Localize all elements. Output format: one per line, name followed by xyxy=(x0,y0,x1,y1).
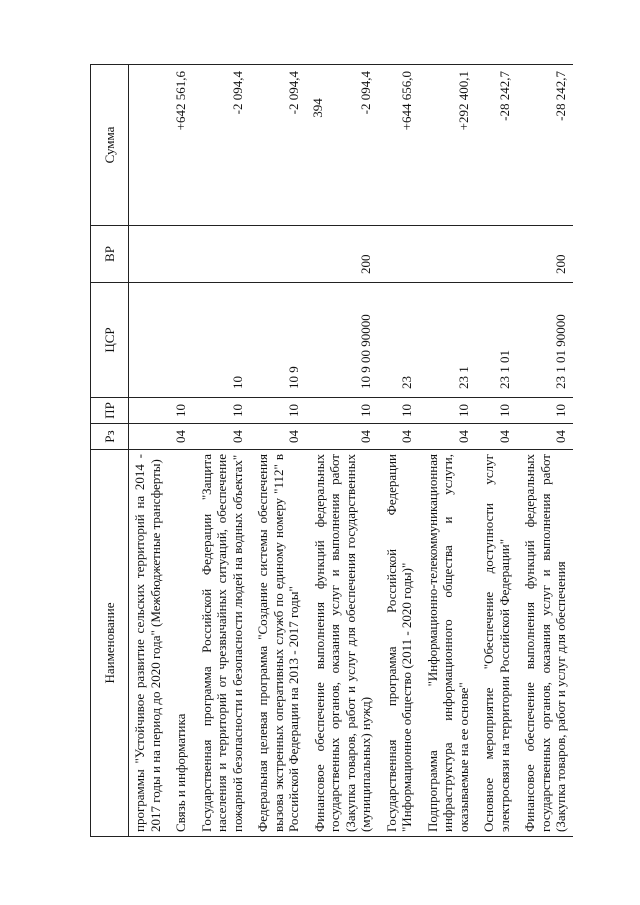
row-pr xyxy=(129,398,168,424)
header-sum: Сумма xyxy=(91,65,129,226)
row-name: программы "Устойчивое развитие сельских территорий на 2014 - 2017 годы и на период до 2020 года" (Межбюджетные трансферты) xyxy=(129,450,168,837)
row-pr: 10 xyxy=(419,398,476,424)
table-row xyxy=(378,65,419,837)
row-pr: 10 xyxy=(167,398,193,424)
header-pr: ПР xyxy=(91,398,129,424)
budget-table-sheet xyxy=(90,65,613,837)
row-name: Финансовое обеспечение выполнения функций федеральных государственных органов, оказания услуг и выполнения работ (Закупка товаров, работ и услуг для обеспечения государственных (муниципальных) нужд) xyxy=(306,450,378,837)
row-name: Финансовое обеспечение выполнения функций федеральных государственных органов, оказания услуг и выполнения работ (Закупка товаров, работ и услуг для обеспечения xyxy=(516,450,573,837)
row-sum: -28 242,7 xyxy=(516,65,573,226)
table-row xyxy=(167,65,193,837)
row-pr: 10 xyxy=(475,398,516,424)
row-csr: 10 9 xyxy=(249,283,306,398)
table-row xyxy=(516,65,573,837)
row-rz: 04 xyxy=(306,424,378,450)
row-name: Государственная программа Российской Федерации "Защита населения и территорий от чрезвычайных ситуаций, обеспечение пожарной безопасности и безопасности людей на водных объектах" xyxy=(193,450,250,837)
row-rz: 04 xyxy=(249,424,306,450)
row-sum: -28 242,7 xyxy=(475,65,516,226)
row-rz: 04 xyxy=(193,424,250,450)
row-vr xyxy=(249,226,306,283)
header-vr: ВР xyxy=(91,226,129,283)
budget-table xyxy=(90,64,573,837)
row-rz: 04 xyxy=(378,424,419,450)
row-vr xyxy=(419,226,476,283)
row-rz: 04 xyxy=(516,424,573,450)
row-vr: 200 xyxy=(306,226,378,283)
row-sum: +292 400,1 xyxy=(419,65,476,226)
row-csr: 23 1 xyxy=(419,283,476,398)
row-pr: 10 xyxy=(249,398,306,424)
row-vr xyxy=(378,226,419,283)
table-row xyxy=(475,65,516,837)
row-pr: 10 xyxy=(306,398,378,424)
table-row xyxy=(249,65,306,837)
row-pr: 10 xyxy=(378,398,419,424)
row-sum: -2 094,4 xyxy=(306,65,378,226)
row-name: Связь и информатика xyxy=(167,450,193,837)
row-csr: 10 xyxy=(193,283,250,398)
row-name: Основное мероприятие "Обеспечение доступности услуг электросвязи на территории Российской Федерации" xyxy=(475,450,516,837)
header-name: Наименование xyxy=(91,450,129,837)
row-csr: 23 1 01 xyxy=(475,283,516,398)
row-vr xyxy=(475,226,516,283)
row-sum: -2 094,4 xyxy=(249,65,306,226)
row-name: Государственная программа Российской Федерации "Информационное общество (2011 - 2020 годы)" xyxy=(378,450,419,837)
table-row xyxy=(419,65,476,837)
row-pr: 10 xyxy=(193,398,250,424)
table-row xyxy=(129,65,168,837)
row-sum xyxy=(129,65,168,226)
row-rz: 04 xyxy=(419,424,476,450)
row-vr: 200 xyxy=(516,226,573,283)
row-vr xyxy=(129,226,168,283)
row-rz xyxy=(129,424,168,450)
row-vr xyxy=(167,226,193,283)
row-pr: 10 xyxy=(516,398,573,424)
table-row xyxy=(306,65,378,837)
row-csr xyxy=(167,283,193,398)
row-csr xyxy=(129,283,168,398)
row-csr: 23 1 01 90000 xyxy=(516,283,573,398)
row-rz: 04 xyxy=(167,424,193,450)
row-name: Подпрограмма "Информационно-телекоммуникационная инфраструктура информационного общества и услуги, оказываемые на ее основе" xyxy=(419,450,476,837)
table-row xyxy=(193,65,250,837)
table-header-row xyxy=(91,65,129,837)
row-sum: +644 656,0 xyxy=(378,65,419,226)
row-csr: 10 9 00 90000 xyxy=(306,283,378,398)
header-rz: Рз xyxy=(91,424,129,450)
row-sum: -2 094,4 xyxy=(193,65,250,226)
row-rz: 04 xyxy=(475,424,516,450)
row-csr: 23 xyxy=(378,283,419,398)
row-vr xyxy=(193,226,250,283)
header-csr: ЦСР xyxy=(91,283,129,398)
row-sum: +642 561,6 xyxy=(167,65,193,226)
page-number: 394 xyxy=(310,98,325,118)
row-name: Федеральная целевая программа "Создание системы обеспечения вызова экстренных оперативных служб по единому номеру "112" в Российской Федерации на 2013 - 2017 годы" xyxy=(249,450,306,837)
